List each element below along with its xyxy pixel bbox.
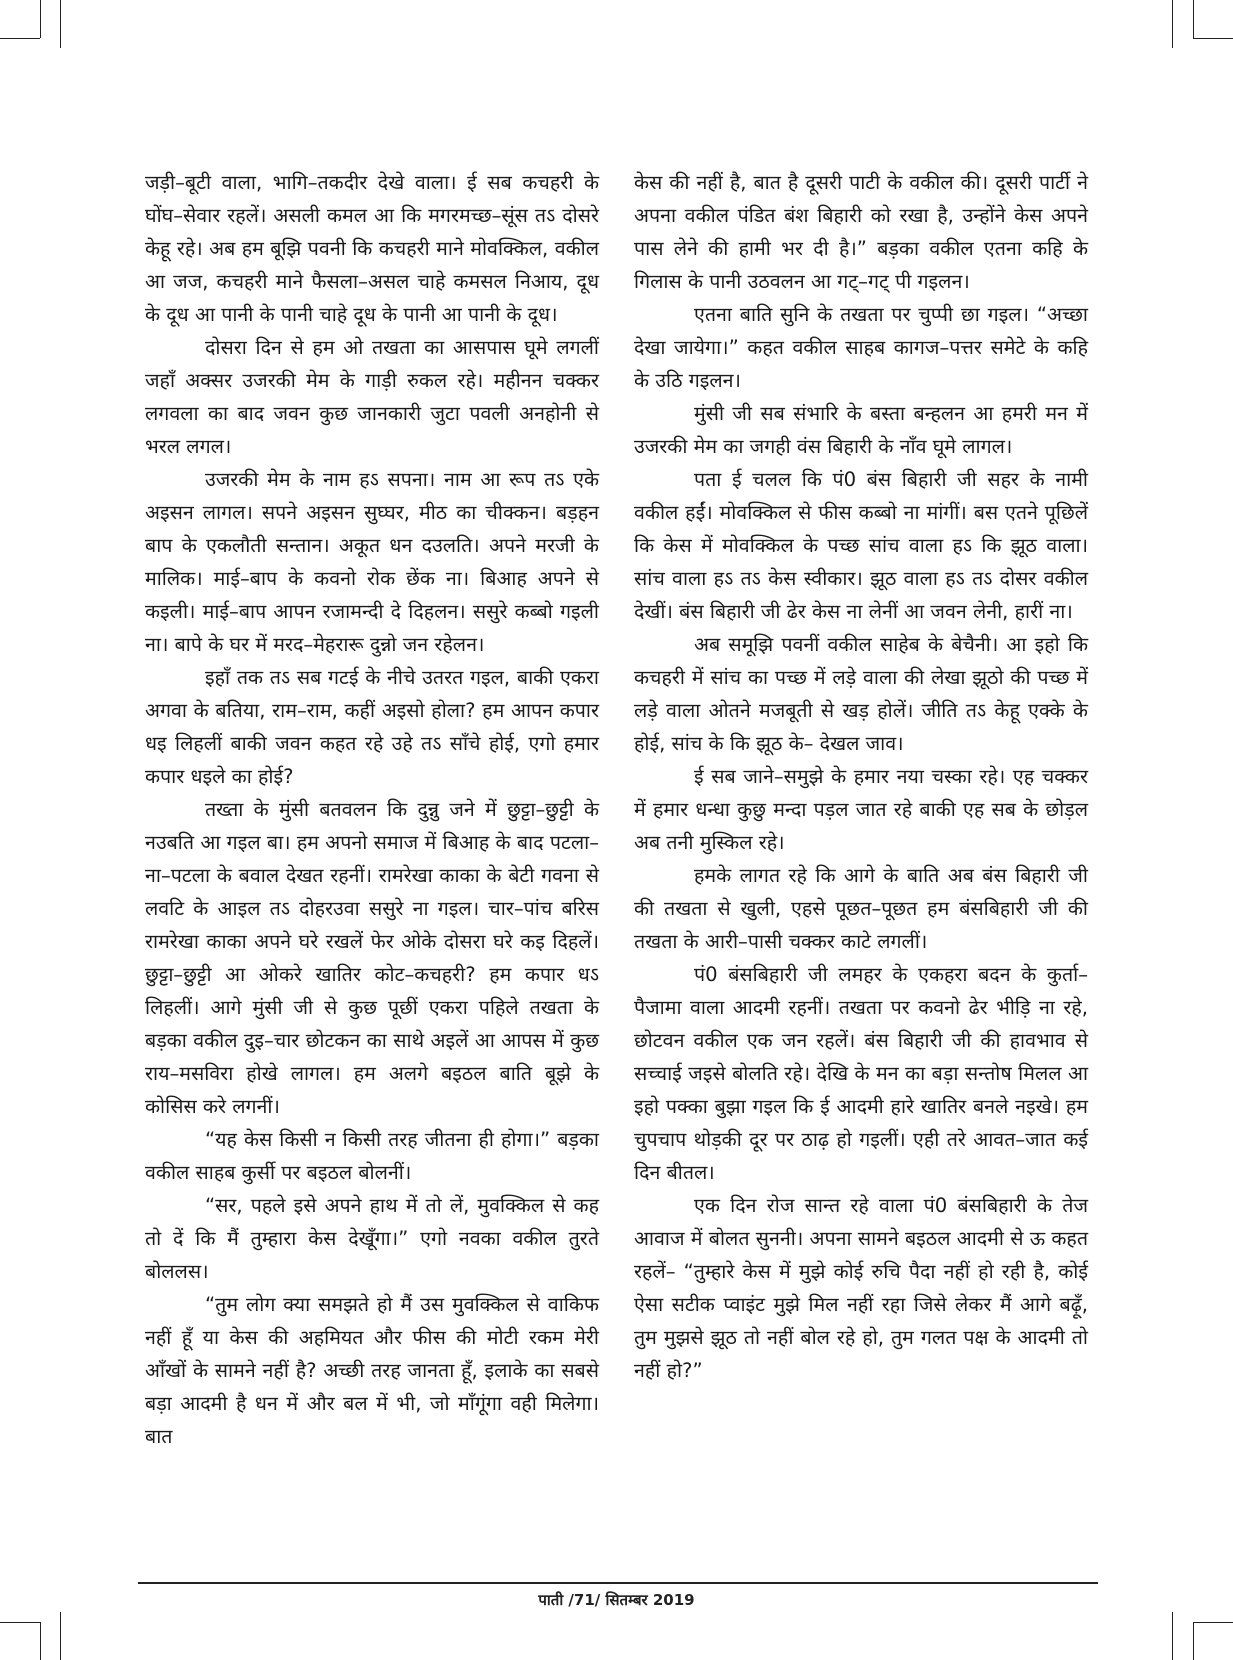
- crop-mark: [40, 1622, 41, 1660]
- crop-mark: [40, 0, 41, 38]
- crop-mark: [1172, 1612, 1173, 1660]
- paragraph: एक दिन रोज सान्त रहे वाला पं0 बंसबिहारी के तेज आवाज में बोलत सुननी। अपना सामने बइठल आदमी से ऊ कहत रहलें– “तुम्हारे केस में मुझे कोई रुचि पैदा नहीं हो रही है, कोई ऐसा सटीक प्वाइंट मुझे मिल नहीं रहा जिसे लेकर मैं आगे बढ़ूँ, तुम मुझसे झूठ तो नहीं बोल रहे हो, तुम गलत पक्ष के आदमी तो नहीं हो?”: [634, 1194, 1088, 1382]
- paragraph: “तुम लोग क्या समझते हो मैं उस मुवक्किल से वाकिफ नहीं हूँ या केस की अहमियत और फीस की मोटी रकम मेरी आँखों के सामने नहीं है? अच्छी तरह जानता हूँ, इलाके का सबसे बड़ा आदमी है धन में और बल में भी, जो माँगूंगा वही मिलेगा। बात: [145, 1293, 599, 1448]
- paragraph: केस की नहीं है, बात है दूसरी पाटी के वकील की। दूसरी पार्टी ने अपना वकील पंडित बंश बिहारी को रखा है, उन्होंने केस अपने पास लेने की हामी भर दी है।” बड़का वकील एतना कहि के गिलास के पानी उठवलन आ गट्–गट् पी गइलन।: [634, 171, 1088, 293]
- crop-mark: [1193, 1622, 1194, 1660]
- paragraph: एतना बाति सुनि के तखता पर चुप्पी छा गइल। “अच्छा देखा जायेगा।” कहत वकील साहब कागज–पत्तर समेटे के कहि के उठि गइलन।: [634, 303, 1088, 392]
- right-text-column: [634, 166, 1088, 1387]
- paragraph: दोसरा दिन से हम ओ तखता का आसपास घूमे लगलीं जहाँ अक्सर उजरकी मेम के गाड़ी रुकल रहे। महीनन चक्कर लगवला का बाद जवन कुछ जानकारी जुटा पवली अनहोनी से भरल लगल।: [145, 336, 599, 458]
- paragraph: पता ई चलल कि पं0 बंस बिहारी जी सहर के नामी वकील हईं। मोवक्किल से फीस कब्बो ना मांगीं। बस एतने पूछिलें कि केस में मोवक्किल के पच्छ सांच वाला हऽ कि झूठ वाला। सांच वाला हऽ तऽ केस स्वीकार। झूठ वाला हऽ तऽ दोसर वकील देखीं। बंस बिहारी जी ढेर केस ना लेनीं आ जवन लेनी, हारीं ना।: [634, 468, 1088, 623]
- crop-mark: [0, 1622, 40, 1623]
- crop-mark: [60, 1612, 61, 1660]
- paragraph: तख्ता के मुंसी बतवलन कि दुन्नु जने में छुट्टा–छुट्टी के नउबति आ गइल बा। हम अपनो समाज में बिआह के बाद पटला–ना–पटला के बवाल देखत रहनीं। रामरेखा काका के बेटी गवना से लवटि के आइल तऽ दोहरउवा ससुरे ना गइल। चार–पांच बरिस रामरेखा काका अपने घरे रखलें फेर ओके दोसरा घरे कइ दिहलें। छुट्टा–छुट्टी आ ओकरे खातिर कोट–कचहरी? हम कपार धऽ लिहलीं। आगे मुंसी जी से कुछ पूछीं एकरा पहिले तखता के बड़का वकील दुइ–चार छोटकन का साथे अइलें आ आपस में कुछ राय–मसविरा होखे लागल। हम अलगे बइठल बाति बूझे के कोसिस करे लगनीं।: [145, 798, 599, 1118]
- left-text-column: [145, 166, 599, 1453]
- crop-mark: [1172, 0, 1173, 48]
- page-footer: पाती /71/ सितम्बर 2019: [538, 1591, 695, 1609]
- crop-mark: [1193, 1622, 1233, 1623]
- footer-rule: [138, 1582, 1098, 1584]
- paragraph: पं0 बंसबिहारी जी लमहर के एकहरा बदन के कुर्ता–पैजामा वाला आदमी रहनीं। तखता पर कवनो ढेर भीड़ि ना रहे, छोटवन वकील एक जन रहलें। बंस बिहारी जी की हावभाव से सच्चाई जइसे बोलति रहे। देखि के मन का बड़ा सन्तोष मिलल आ इहो पक्का बुझा गइल कि ई आदमी हारे खातिर बनले नइखे। हम चुपचाप थोड़की दूर पर ठाढ़ हो गइलीं। एही तरे आवत–जात कई दिन बीतल।: [634, 963, 1088, 1184]
- paragraph: “सर, पहले इसे अपने हाथ में तो लें, मुवक्किल से कह तो दें कि मैं तुम्हारा केस देखूँगा।” एगो नवका वकील तुरते बोललस।: [145, 1194, 599, 1283]
- paragraph: ई सब जाने–समुझे के हमार नया चस्का रहे। एह चक्कर में हमार धन्धा कुछु मन्दा पड़ल जात रहे बाकी एह सब के छोड़ल अब तनी मुस्किल रहे।: [634, 765, 1088, 854]
- crop-mark: [60, 0, 61, 48]
- paragraph: अब समूझि पवनीं वकील साहेब के बेचैनी। आ इहो कि कचहरी में सांच का पच्छ में लड़े वाला की लेखा झूठो की पच्छ में लड़े वाला ओतने मजबूती से खड़ होलें। जीति तऽ केहू एक्के के होई, सांच के कि झूठ के– देखल जाव।: [634, 633, 1088, 755]
- paragraph: “यह केस किसी न किसी तरह जीतना ही होगा।” बड़का वकील साहब कुर्सी पर बइठल बोलनीं।: [145, 1128, 599, 1184]
- paragraph: मुंसी जी सब संभारि के बस्ता बन्हलन आ हमरी मन में उजरकी मेम का जगही वंस बिहारी के नाँव घूमे लागल।: [634, 402, 1088, 458]
- paragraph: इहाँ तक तऽ सब गटई के नीचे उतरत गइल, बाकी एकरा अगवा के बतिया, राम–राम, कहीं अइसो होला? हम आपन कपार धइ लिहलीं बाकी जवन कहत रहे उहे तऽ साँचे होई, एगो हमार कपार धइले का होई?: [145, 666, 599, 788]
- crop-mark: [1193, 38, 1233, 39]
- paragraph: जड़ी–बूटी वाला, भागि–तकदीर देखे वाला। ई सब कचहरी के घोंघ–सेवार रहलें। असली कमल आ कि मगरमच्छ–सूंस तऽ दोसरे केहू रहे। अब हम बूझि पवनी कि कचहरी माने मोवक्किल, वकील आ जज, कचहरी माने फैसला–असल चाहे कमसल निआय, दूध के दूध आ पानी के पानी चाहे दूध के पानी आ पानी के दूध।: [145, 171, 599, 326]
- crop-mark: [0, 38, 40, 39]
- paragraph: हमके लागत रहे कि आगे के बाति अब बंस बिहारी जी की तखता से खुली, एहसे पूछत–पूछत हम बंसबिहारी जी की तखता के आरी–पासी चक्कर काटे लगलीं।: [634, 864, 1088, 953]
- paragraph: उजरकी मेम के नाम हऽ सपना। नाम आ रूप तऽ एके अइसन लागल। सपने अइसन सुघ्घर, मीठ का चीक्कन। बड़हन बाप के एकलौती सन्तान। अकूत धन दउलति। अपने मरजी के मालिक। माई–बाप के कवनो रोक छेंक ना। बिआह अपने से कइली। माई–बाप आपन रजामन्दी दे दिहलन। ससुरे कब्बो गइली ना। बापे के घर में मरद–मेहरारू दुन्नो जन रहेलन।: [145, 468, 599, 656]
- crop-mark: [1193, 0, 1194, 38]
